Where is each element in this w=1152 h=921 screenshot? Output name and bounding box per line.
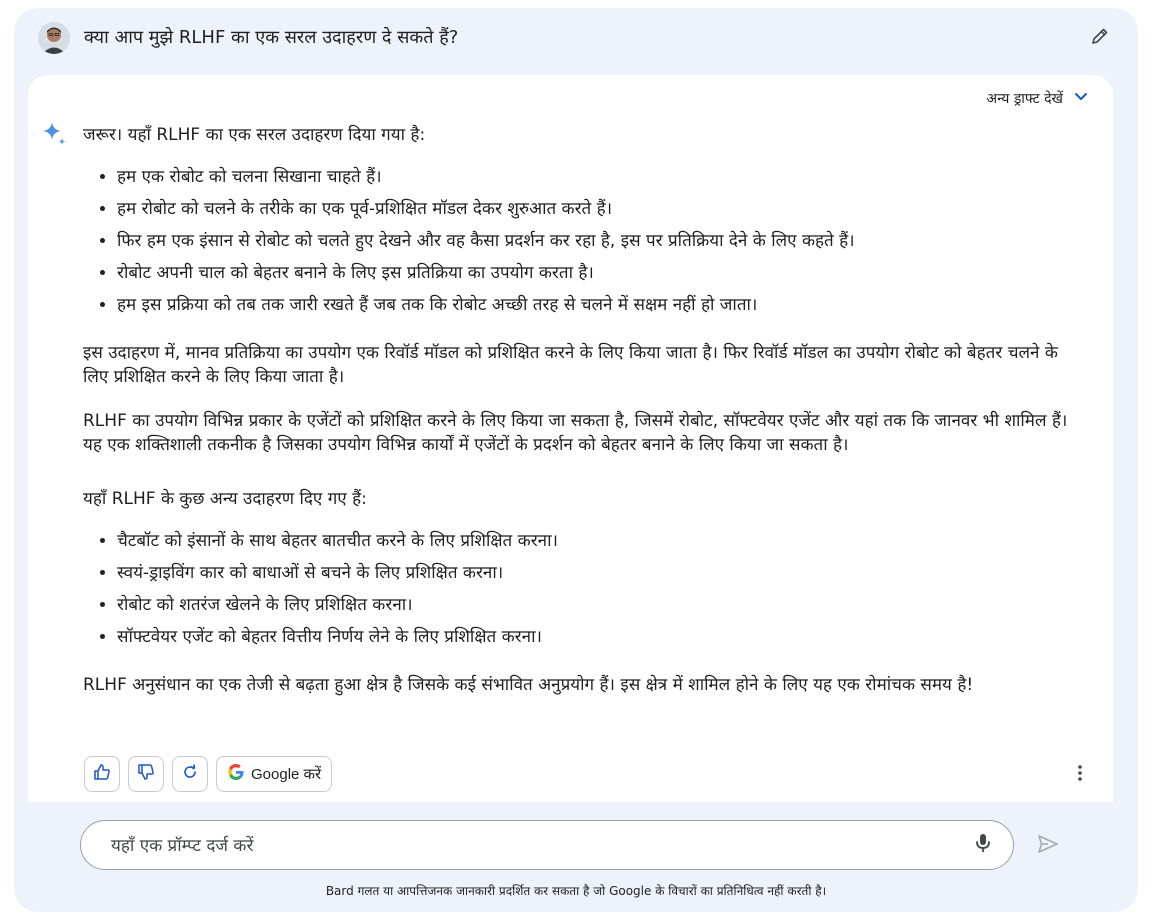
thumbs-down-button[interactable] xyxy=(128,756,164,792)
google-it-button[interactable] xyxy=(216,756,332,792)
edit-prompt-button[interactable] xyxy=(1086,24,1114,52)
voice-input-button[interactable] xyxy=(971,833,995,857)
steps-list xyxy=(83,161,1083,321)
response-paragraph: इस उदाहरण में, मानव प्रतिक्रिया का उपयोग एक रिवॉर्ड मॉडल को प्रशिक्षित करने के लिए किया जाता है। फिर रिवॉर्ड मॉडल का उपयोग रोबोट को बेहतर चलने के लिए प्रशिक्षित करने के लिए किया जाता है। xyxy=(83,343,1058,387)
prompt-bar xyxy=(80,820,1014,870)
more-vert-icon xyxy=(1077,764,1083,786)
user-avatar xyxy=(38,22,70,54)
regenerate-button[interactable] xyxy=(172,756,208,792)
response-intro: जरूर। यहाँ RLHF का एक सरल उदाहरण दिया गया है: xyxy=(83,125,426,145)
view-drafts-button[interactable] xyxy=(986,87,1089,109)
response-paragraph: यहाँ RLHF के कुछ अन्य उदाहरण दिए गए हैं: xyxy=(83,489,367,509)
response-paragraph: RLHF का उपयोग विभिन्न प्रकार के एजेंटों को प्रशिक्षित करने के लिए किया जा सकता है, जिसमें रोबोट, सॉफ्टवेयर एजेंट और यहां तक कि जानवर भी शामिल हैं। यह एक शक्तिशाली तकनीक है जिसका उपयोग विभिन्न कार्यों में एजेंटों के प्रदर्शन को बेहतर बनाने के लिए किया जा सकता है। xyxy=(83,411,1068,455)
view-drafts-label: अन्य ड्राफ्ट देखें xyxy=(986,90,1063,107)
list-item: • रोबोट अपनी चाल को बेहतर बनाने के लिए इस प्रतिक्रिया का उपयोग करता है। xyxy=(117,257,1083,289)
list-item: • सॉफ्टवेयर एजेंट को बेहतर वित्तीय निर्णय लेने के लिए प्रशिक्षित करना। xyxy=(117,621,1083,653)
thumbs-up-button[interactable] xyxy=(84,756,120,792)
list-item: • स्वयं-ड्राइविंग कार को बाधाओं से बचने के लिए प्रशिक्षित करना। xyxy=(117,557,1083,589)
google-it-label: Google करें xyxy=(251,766,322,783)
response-content xyxy=(83,123,1083,697)
response-conclusion: RLHF अनुसंधान का एक तेजी से बढ़ता हुआ क्षेत्र है जिसके कई संभावित अनुप्रयोग हैं। इस क्षेत्र में शामिल होने के लिए यह एक रोमांचक समय है! xyxy=(83,675,974,695)
list-item: • हम एक रोबोट को चलना सिखाना चाहते हैं। xyxy=(117,161,1083,193)
examples-list xyxy=(83,525,1083,653)
thumbs-down-icon xyxy=(137,763,155,785)
list-item: • रोबोट को शतरंज खेलने के लिए प्रशिक्षित करना। xyxy=(117,589,1083,621)
list-item: • हम इस प्रक्रिया को तब तक जारी रखते हैं जब तक कि रोबोट अच्छी तरह से चलने में सक्षम नहीं हो जाता। xyxy=(117,289,1083,321)
response-actions xyxy=(84,756,332,794)
google-logo-icon xyxy=(227,763,245,785)
disclaimer-text: Bard गलत या आपत्तिजनक जानकारी प्रदर्शित कर सकता है जो Google के विचारों का प्रतिनिधित्व नहीं करती है। xyxy=(325,884,827,898)
list-item: • हम रोबोट को चलने के तरीके का एक पूर्व-प्रशिक्षित मॉडल देकर शुरुआत करते हैं। xyxy=(117,193,1083,225)
bard-app xyxy=(14,8,1138,912)
refresh-icon xyxy=(182,764,198,784)
thumbs-up-icon xyxy=(93,763,111,785)
user-prompt-row xyxy=(38,22,1114,56)
send-icon xyxy=(1037,834,1059,858)
chevron-down-icon xyxy=(1073,88,1089,108)
pencil-icon xyxy=(1090,26,1110,50)
response-card xyxy=(28,75,1113,802)
list-item: • फिर हम एक इंसान से रोबोट को चलते हुए देखने और वह कैसा प्रदर्शन कर रहा है, इस पर प्रतिक्रिया देने के लिए कहते हैं। xyxy=(117,225,1083,257)
mic-icon xyxy=(975,833,991,857)
sparkle-icon xyxy=(40,119,70,149)
list-item: • चैटबॉट को इंसानों के साथ बेहतर बातचीत करने के लिए प्रशिक्षित करना। xyxy=(117,525,1083,557)
more-options-button[interactable] xyxy=(1069,763,1091,787)
send-button[interactable] xyxy=(1034,834,1062,858)
prompt-input[interactable] xyxy=(109,830,933,862)
user-prompt-text: क्या आप मुझे RLHF का एक सरल उदाहरण दे सकते हैं? xyxy=(84,27,459,48)
